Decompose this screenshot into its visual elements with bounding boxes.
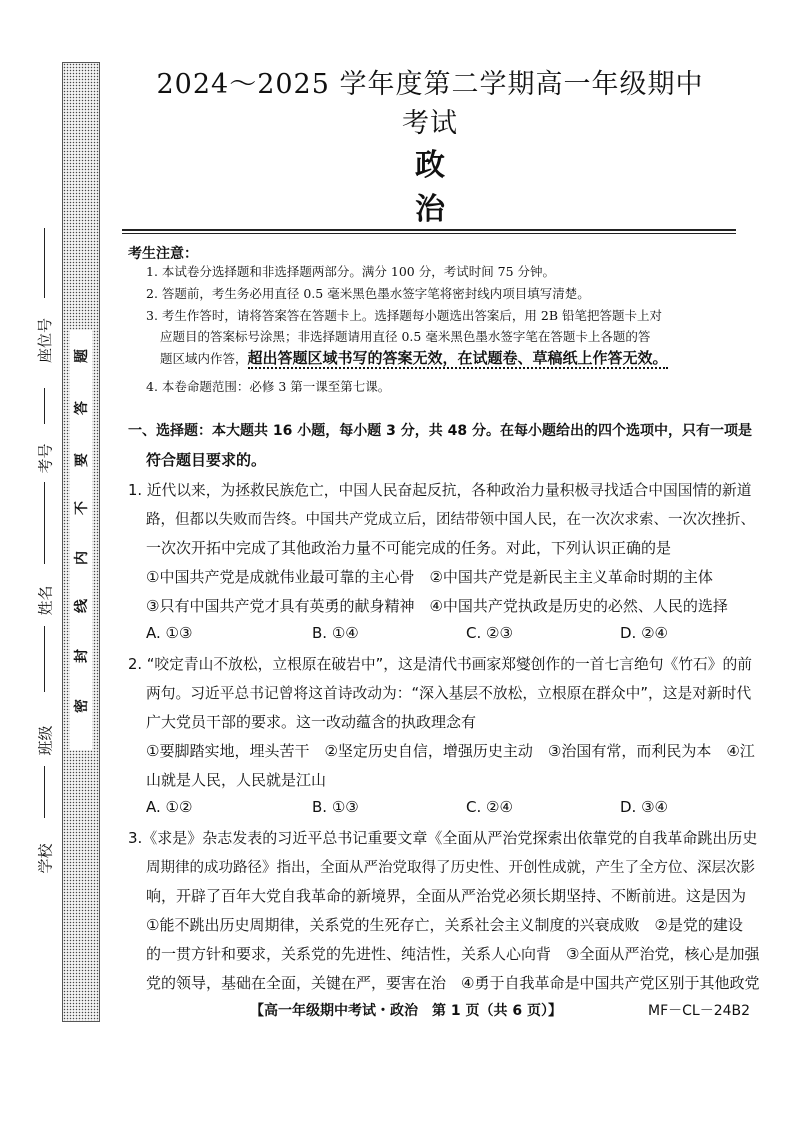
section-heading-cont: 符合题目要求的。 (146, 451, 267, 469)
question-1-option-c: C. ②③ (466, 624, 513, 642)
notice-emphasis: 超出答题区域书写的答案无效，在试题卷、草稿纸上作答无效。 (247, 349, 668, 367)
notice-item-cont: 应题目的答案标号涂黑；非选择题请用直径 0.5 毫米黑色墨水签字笔在答题卡上各题的答 (160, 329, 651, 344)
exam-no-blank-line (44, 388, 45, 424)
seal-char: 封 (74, 649, 90, 663)
seal-char: 密 (74, 699, 90, 713)
question-3-item: ①能不跳出历史周期律，关系党的生死存亡，关系社会主义制度的兴衰成败 ②是党的建设 (146, 916, 743, 934)
question-3-stem: 响，开辟了百年大党自我革命的新境界，全面从严治党必须长期坚持、不断前进。这是因为 (146, 887, 747, 905)
question-2-stem: 2. “咬定青山不放松，立根原在破岩中”，这是清代书画家郑燮创作的一首七言绝句《竹石》的前 (128, 656, 753, 673)
seal-char: 线 (74, 599, 90, 613)
class-blank-line (44, 626, 45, 692)
seal-line-box (70, 330, 92, 750)
question-1-stem: 路，但都以失败而告终。中国共产党成立后，团结带领中国人民，在一次次求索、一次次挫折、 (146, 512, 755, 528)
section-heading: 一、选择题：本大题共 16 小题，每小题 3 分，共 48 分。在每小题给出的四个选项中，只有一项是 (128, 423, 752, 439)
question-1-stem: 一次次开拓中完成了其他政治力量不可能完成的任务。对此，下列认识正确的是 (146, 539, 672, 557)
question-1-option-d: D. ②④ (620, 624, 668, 642)
question-2-option-b: B. ①③ (312, 798, 359, 816)
seal-char: 不 (74, 501, 90, 515)
question-2-option-d: D. ③④ (620, 798, 668, 816)
question-3-item: 党的领导，基础在全面，关键在严，要害在治 ④勇于自我革命是中国共产党区别于其他政党 (146, 974, 760, 992)
notice-heading: 考生注意： (128, 246, 198, 262)
question-1-stem: 1. 近代以来，为拯救民族危亡，中国人民奋起反抗，各种政治力量积极寻找适合中国国情的新道 (128, 482, 752, 499)
exam-no-label: 考号 (36, 443, 55, 474)
question-2-item: ①要脚踏实地，埋头苦干 ②坚定历史自信，增强历史主动 ③治国有常，而利民为本 ④江 (146, 742, 755, 760)
question-3-stem: 3.《求是》杂志发表的习近平总书记重要文章《全面从严治党探索出依靠党的自我革命跳出历史 (128, 829, 758, 847)
subject-title (360, 140, 500, 228)
notice-item-cont (160, 349, 760, 368)
question-1-item: ①中国共产党是成就伟业最可靠的主心骨 ②中国共产党是新民主主义革命时期的主体 (146, 568, 713, 586)
seat-label: 座位号 (36, 317, 55, 364)
seal-char: 答 (74, 401, 90, 415)
question-3-item: 的一贯方针和要求，关系党的先进性、纯洁性，关系人心向背 ③全面从严治党，核心是加强 (146, 945, 760, 963)
class-label: 班级 (36, 725, 55, 756)
school-blank-line (44, 766, 45, 818)
seat-blank-line (44, 228, 45, 298)
seal-char: 题 (74, 349, 90, 363)
paper-code: MF－CL－24B2 (648, 1003, 751, 1019)
question-3-stem: 周期律的成功路径》指出，全面从严治党取得了历史性、开创性成就，产生了全方位、深层次影 (146, 860, 755, 876)
header-rule (122, 229, 736, 231)
notice-item: 1. 本试卷分选择题和非选择题两部分。满分 100 分，考试时间 75 分钟。 (146, 264, 556, 279)
notice-item: 3. 考生作答时，请将答案答在答题卡上。选择题每小题选出答案后，用 2B 铅笔把答题卡上对 (146, 308, 662, 323)
notice-item: 4. 本卷命题范围：必修 3 第一课至第七课。 (146, 379, 391, 394)
exam-title: 2024～2025 学年度第二学期高一年级期中考试 (156, 69, 704, 139)
name-blank-line (44, 482, 45, 564)
question-1-item: ③只有中国共产党才具有英勇的献身精神 ④中国共产党执政是历史的必然、人民的选择 (146, 597, 728, 615)
subject-char: 治 (415, 192, 445, 227)
question-2-option-c: C. ②④ (466, 798, 513, 816)
seal-char: 内 (74, 551, 90, 565)
page-footer: 【高一年级期中考试・政治 第 1 页（共 6 页）】 (250, 1003, 562, 1019)
notice-item-cont-text: 题区域内作答， (160, 351, 248, 366)
question-1-option-b: B. ①④ (312, 624, 359, 642)
question-2-stem: 两句。习近平总书记曾将这首诗改动为：“深入基层不放松，立根原在群众中”，这是对新时代 (146, 685, 752, 702)
seal-char: 要 (74, 453, 90, 467)
notice-item: 2. 答题前，考生务必用直径 0.5 毫米黑色墨水签字笔将密封线内项目填写清楚。 (146, 286, 590, 301)
question-2-item: 山就是人民，人民就是江山 (146, 771, 327, 789)
question-1-option-a: A. ①③ (146, 624, 193, 642)
header-rule-thin (122, 233, 736, 234)
subject-char: 政 (415, 148, 445, 183)
school-label: 学校 (36, 843, 55, 874)
question-2-option-a: A. ①② (146, 798, 193, 816)
name-label: 姓名 (36, 585, 55, 616)
question-2-stem: 广大党员干部的要求。这一改动蕴含的执政理念有 (146, 713, 477, 731)
